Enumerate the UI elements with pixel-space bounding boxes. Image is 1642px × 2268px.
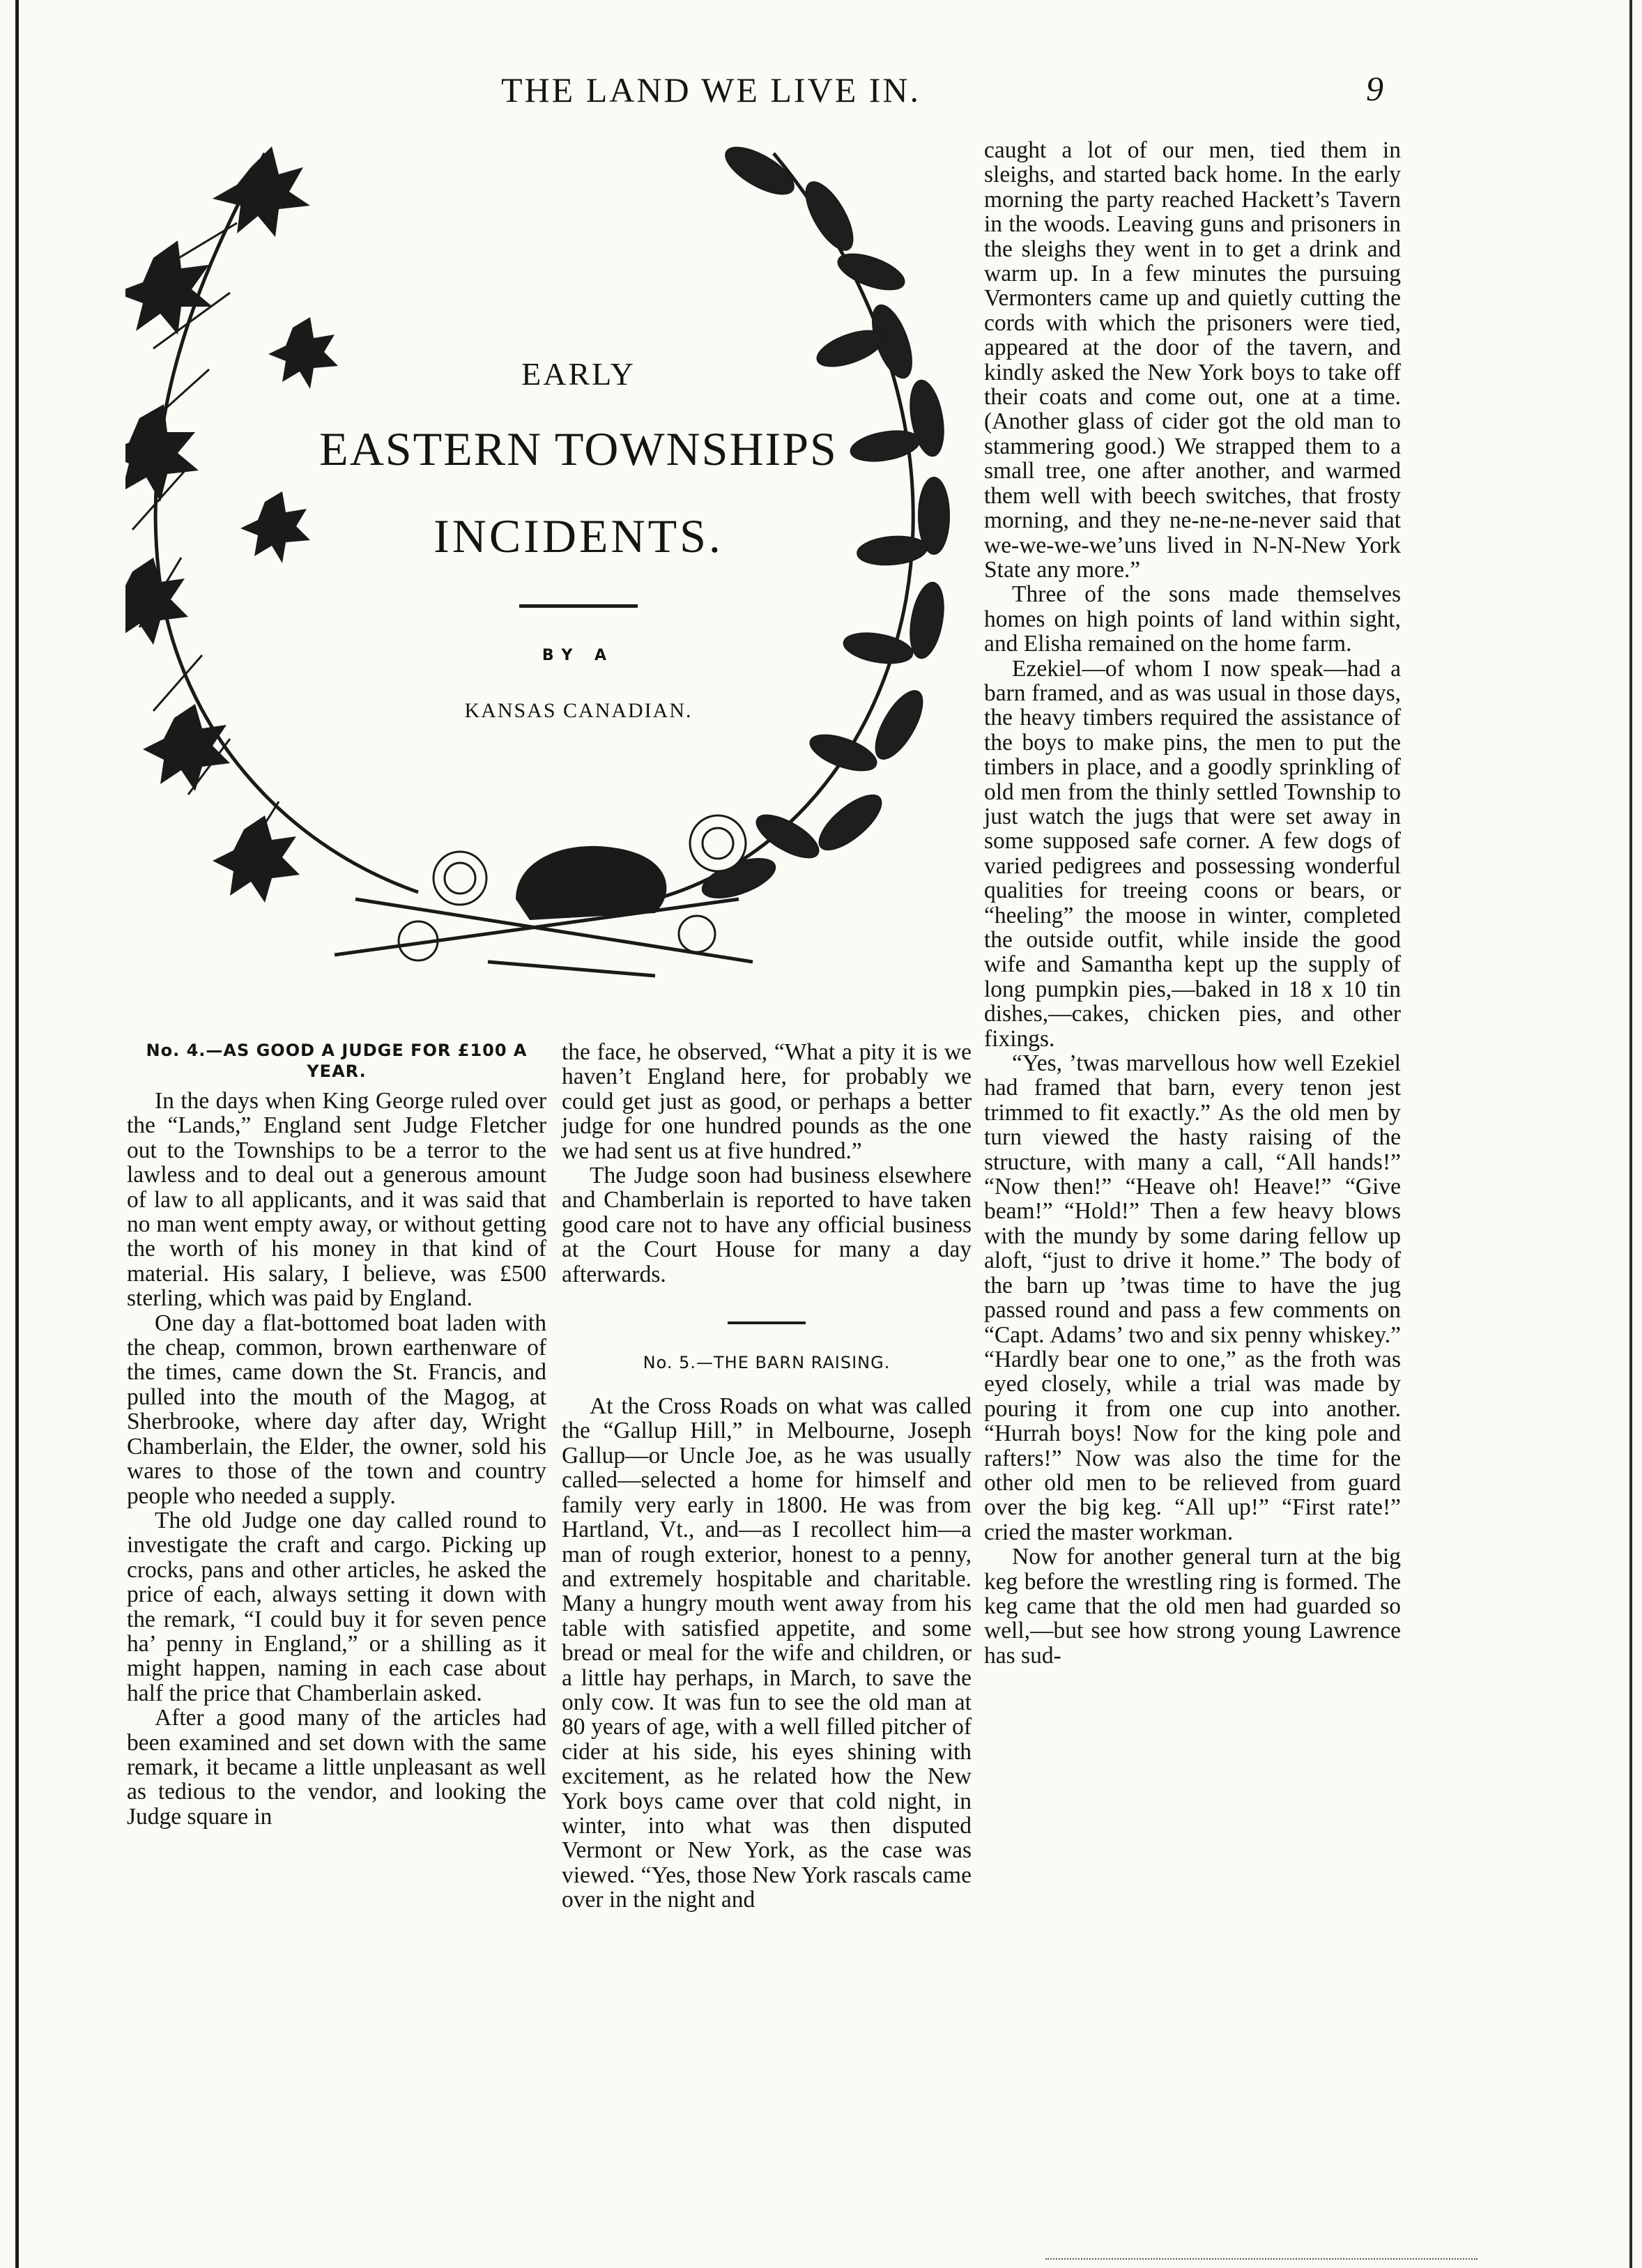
- paragraph: After a good many of the articles had been examined and set down with the same remark, it became a little unpleasant as well as tedious to the vendor, and looking the Judge square in: [127, 1705, 546, 1830]
- paragraph: At the Cross Roads on what was called the “Gallup Hill,” in Melbourne, Joseph Gallup—or Uncle Joe, as he was usually called—selected a home for himself and family very early in 1800. He was from Hartland, Vt., and—as I recollect him—a man of rough exterior, honest to a penny, and extremely hospitable and charitable. Many a hungry mouth went away from his table with satisfied appetite, and some bread or meal for the wife and children, or a little hay perhaps, in March, to save the only cow. It was fun to see the old man at 80 years of age, with a well filled pitcher of cider at his side, his eyes shining with excitement, as he related how the New York boys came over that cold night, in winter, into what was then disputed Vermont or New York, as the case was viewed. “Yes, those New York rascals came over in the night and: [562, 1393, 972, 1913]
- section-heading-5: No. 5.—THE BARN RAISING.: [643, 1353, 891, 1373]
- paragraph: “Yes, ’twas marvellous how well Ezekiel had framed that barn, every tenon jest trimmed to fit exactly.” As the old men by turn viewed the hasty raising of the structure, with many a call, “All hands!” “Now then!” “Heave oh! Heave!” “Give beam!” “Hold!” Then a few heavy blows with the mundy by some daring fellow up aloft, “just to drive it home.” The body of the barn up ’twas time to have the jug passed round and pass a few comments on “Capt. Adams’ two and six penny whiskey.” “Hardly bear one to one,” as the froth was eyed closely, while a trial was made by pouring it from one cup into another. “Hurrah boys! Now for the king pole and rafters!” Now was also the time for the other old men to be relieved from guard over the big keg. “All up!” “First rate!” cried the master workman.: [984, 1050, 1401, 1545]
- title-line-early: EARLY: [521, 356, 636, 392]
- title-rule: [519, 604, 638, 608]
- paragraph: Ezekiel—of whom I now speak—had a barn framed, and as was usual in those days, the heavy timbers required the assistance of the boys to make pins, the men to put the timbers in place, and a goodly sprinkling of old men from the thinly settled Township to just watch the jugs that were set away in some supposed safe corner. A few dogs of varied pedigrees and possessing wonderful qualities for treeing coons or bears, or “heeling” the moose in winter, completed the outside outfit, while inside the good wife and Samantha kept up the supply of long pumpkin pies,—baked in 18 x 10 tin dishes,—cakes, chicken pies, and other fixings.: [984, 655, 1401, 1052]
- title-block: [293, 355, 864, 723]
- middle-column: [562, 1040, 972, 1913]
- paragraph: caught a lot of our men, tied them in sleighs, and started back home. In the early morning the party reached Hackett’s Tavern in the woods. Leaving guns and prisoners in the sleighs they went in to get a drink and warm up. In a few minutes the pursuing Vermonters came up and quietly cutting the cords with which the prisoners were tied, appeared at the door of the tavern, and kindly asked the New York boys to take off their coats and come out, one at a time. (Another glass of cider got the old man to stammering good.) We strapped them to a small tree, one after another, and warmed them well with beech switches, that frosty morning, and they ne-ne-ne-never said that we-we-we-we’uns lived in N-N-New York State any more.”: [984, 137, 1401, 583]
- left-column: [127, 1040, 546, 1829]
- paragraph: The old Judge one day called round to investigate the craft and cargo. Picking up crocks, pans and other articles, he asked the price of each, always setting it down with the remark, “I could buy it for seven pence ha’ penny in England,” or a shilling as it might happen, naming in each case about half the price that Chamberlain asked.: [127, 1507, 546, 1706]
- paragraph: In the days when King George ruled over the “Lands,” England sent Judge Fletcher out to the Townships to be a terror to the lawless and to deal out a generous amount of law to all applicants, and it was said that no man went empty away, or without getting the worth of his money in that kind of material. His salary, I believe, was £500 sterling, which was paid by England.: [127, 1088, 546, 1312]
- right-column: [984, 138, 1401, 1668]
- running-title: THE LAND WE LIVE IN.: [501, 70, 921, 109]
- paragraph: The Judge soon had business elsewhere and Chamberlain is reported to have taken good care not to have any official business at the Court House for many a day afterwards.: [562, 1163, 972, 1287]
- page-number: 9: [1366, 69, 1383, 108]
- page-edge-left: [15, 0, 19, 2268]
- paragraph: One day a flat-bottomed boat laden with the cheap, common, brown earthenware of the times, came down the St. Francis, and pulled into the mouth of the Magog, at Sherbrooke, where day after day, Wright Chamberlain, the Elder, the owner, sold his wares to those of the town and country people who needed a supply.: [127, 1310, 546, 1509]
- paragraph: the face, he observed, “What a pity it is we haven’t England here, for probably we could get just as good, or perhaps a better judge for one hundred pounds as the one we had sent us at five hundred.”: [562, 1039, 972, 1164]
- section-heading-4: No. 4.—AS GOOD A JUDGE FOR £100 A YEAR.: [146, 1041, 528, 1081]
- paragraph: Three of the sons made themselves homes on high points of land within sight, and Elisha remained on the home farm.: [984, 581, 1401, 657]
- page-edge-right: [1629, 0, 1632, 2268]
- paragraph: Now for another general turn at the big keg before the wrestling ring is formed. The keg came that the old men had guarded so well,—but see how strong young Lawrence has sud-: [984, 1544, 1401, 1669]
- page-bottom-edge: [1045, 2258, 1478, 2262]
- author-name: KANSAS CANADIAN.: [464, 699, 693, 722]
- title-line-eastern-townships: EASTERN TOWNSHIPS: [319, 422, 838, 475]
- byline-label: BY A: [542, 647, 615, 664]
- section-divider: [728, 1321, 806, 1324]
- title-line-incidents: INCIDENTS.: [433, 509, 723, 562]
